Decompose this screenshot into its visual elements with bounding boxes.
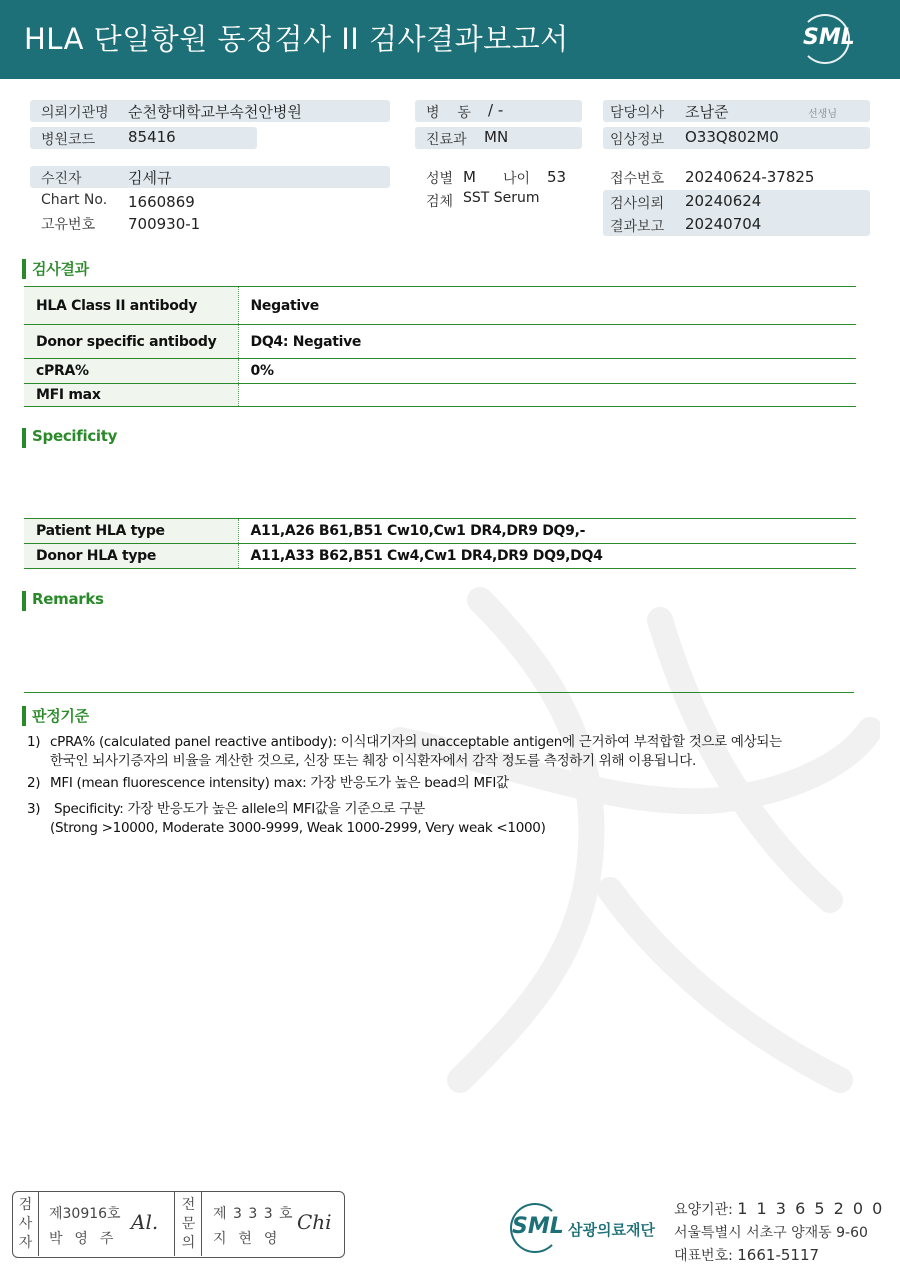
footer-code-line: [674, 1199, 884, 1219]
signature-box: [12, 1191, 345, 1258]
table-row: [24, 359, 856, 384]
report-date-value: 20240704: [685, 215, 762, 233]
tester-license: 제30916호: [49, 1206, 121, 1222]
specialist-label: 전 문 의: [176, 1192, 202, 1256]
result-key: HLA Class II antibody: [24, 287, 238, 325]
patient-label: 수진자: [41, 171, 82, 187]
doctor-label: 담당의사: [610, 105, 665, 121]
result-value: DQ4: Negative: [250, 333, 362, 350]
uid-label: 고유번호: [41, 217, 96, 233]
hla-key: Donor HLA type: [24, 544, 238, 569]
table-row: [24, 287, 856, 325]
clinical-value: O33Q802M0: [685, 128, 779, 146]
remarks-divider: [24, 692, 854, 693]
report-header: [0, 0, 900, 79]
footer-phone: 1661-5117: [737, 1246, 820, 1264]
sex-value: M: [463, 168, 476, 186]
request-value: 20240624: [685, 192, 762, 210]
table-row: [24, 325, 856, 359]
specimen-label: 검체: [426, 194, 454, 210]
hla-key: Patient HLA type: [24, 519, 238, 544]
criteria-num: 1): [27, 734, 41, 750]
result-value: 0%: [250, 363, 274, 379]
specialist-name: 지 현 영: [213, 1231, 279, 1247]
footer-phone-line: [674, 1245, 819, 1265]
criteria-num: 2): [27, 775, 41, 791]
specificity-heading: Specificity: [24, 427, 117, 445]
footer-org-name: 삼광의료재단: [568, 1221, 655, 1239]
clinical-label: 임상정보: [610, 132, 665, 148]
age-value: 53: [547, 168, 567, 186]
hla-value: A11,A33 B62,B51 Cw4,Cw1 DR4,DR9 DQ9,DQ4: [250, 548, 603, 564]
footer-logo-text: SML: [512, 1214, 564, 1239]
criteria-item: [27, 800, 546, 838]
footer-code: 1 1 3 6 5 2 0 0: [737, 1199, 885, 1218]
criteria-line: cPRA% (calculated panel reactive antibody): 이식대기자의 unacceptable antigen에 근거하여 부적합할 것으로 예상되는: [50, 734, 782, 750]
table-row: [24, 544, 856, 569]
hla-value: A11,A26 B61,B51 Cw10,Cw1 DR4,DR9 DQ9,-: [250, 523, 586, 539]
tester-signature: Al.: [131, 1210, 159, 1234]
results-table: [24, 286, 856, 407]
institution-label: 의뢰기관명: [41, 105, 109, 121]
criteria-heading: 판정기준: [24, 705, 89, 726]
result-key: cPRA%: [24, 359, 238, 384]
criteria-item: [27, 774, 509, 793]
remarks-heading: Remarks: [24, 590, 104, 608]
doctor-value: 조남준: [685, 103, 729, 121]
ward-value: / -: [488, 101, 504, 119]
sml-logo: SML: [803, 25, 855, 50]
footer-phone-label: 대표번호:: [674, 1248, 738, 1264]
chart-label: Chart No.: [41, 192, 108, 208]
result-value: Negative: [250, 297, 319, 314]
table-row: [24, 519, 856, 544]
criteria-line: (Strong >10000, Moderate 3000-9999, Weak 1000-2999, Very weak <1000): [50, 820, 546, 836]
patient-pill: [30, 166, 390, 188]
specimen-value: SST Serum: [463, 190, 540, 206]
criteria-line: 한국인 뇌사기증자의 비율을 계산한 것으로, 신장 또는 췌장 이식환자에서 감작 정도를 측정하기 위해 이용됩니다.: [50, 753, 696, 769]
request-label: 검사의뢰: [610, 196, 665, 212]
dept-value: MN: [484, 128, 509, 146]
tester-name: 박 영 주: [49, 1231, 115, 1247]
dept-label: 진료과: [426, 132, 467, 148]
criteria-line: Specificity: 가장 반응도가 높은 allele의 MFI값을 기준으로 구분: [50, 801, 425, 817]
footer-address: 서울특별시 서초구 양재동 9-60: [674, 1225, 868, 1241]
hla-table: [24, 518, 856, 569]
age-label: 나이: [503, 171, 531, 187]
result-key: MFI max: [24, 384, 238, 407]
report-date-label: 결과보고: [610, 219, 665, 235]
sex-label: 성별: [426, 171, 454, 187]
institution-value: 순천향대학교부속천안병원: [128, 103, 302, 121]
accession-value: 20240624-37825: [685, 168, 815, 186]
tester-label: 검 사 자: [13, 1192, 39, 1256]
results-heading: 검사결과: [24, 258, 89, 279]
chart-value: 1660869: [128, 193, 195, 211]
uid-value: 700930-1: [128, 215, 201, 233]
criteria-item: [27, 733, 782, 771]
watermark-cross-icon: [360, 560, 880, 1120]
footer-code-label: 요양기관:: [674, 1202, 738, 1218]
doctor-suffix: 선생님: [808, 109, 837, 120]
hospital-code-label: 병원코드: [41, 132, 96, 148]
footer-logo: [510, 1203, 564, 1253]
report-title: HLA 단일항원 동정검사 II 검사결과보고서: [24, 22, 569, 56]
specialist-signature: Chi: [297, 1210, 332, 1234]
criteria-line: MFI (mean fluorescence intensity) max: 가장 반응도가 높은 bead의 MFI값: [50, 775, 509, 791]
criteria-num: 3): [27, 801, 41, 817]
patient-value: 김세규: [128, 169, 172, 187]
table-row: [24, 384, 856, 407]
hospital-code-value: 85416: [128, 128, 176, 146]
result-key: Donor specific antibody: [24, 325, 238, 359]
result-value: [238, 384, 856, 407]
ward-label: 병 동: [426, 105, 471, 121]
specialist-license: 제 3 3 3 호: [213, 1206, 294, 1222]
accession-label: 접수번호: [610, 171, 665, 187]
